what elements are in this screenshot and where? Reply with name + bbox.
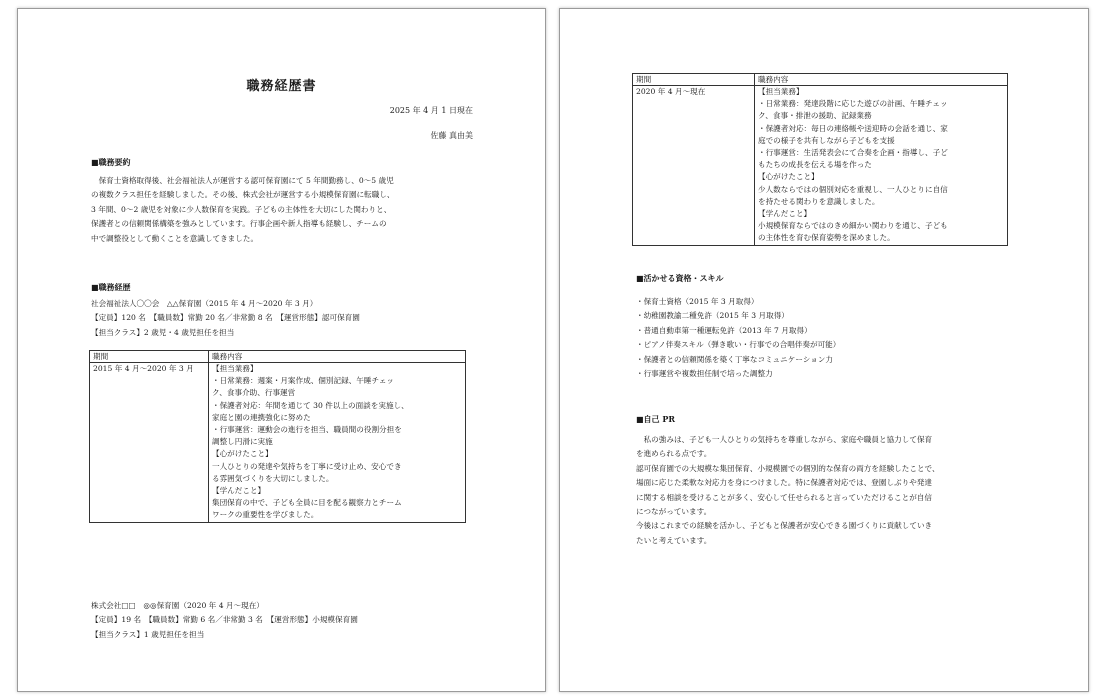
self-pr-line: につながっています。	[636, 507, 712, 517]
content-line: 家庭と園の連携強化に努めた	[212, 412, 311, 422]
content-line: 【学んだこと】	[212, 486, 266, 496]
summary-line: 3 年間、0〜2 歳児を対象に少人数保育を実践。子どもの主体性を大切にした関わりと、	[91, 204, 392, 214]
employer-2-line: 【定員】19 名 【職員数】常勤 6 名／非常勤 3 名 【運営形態】小規模保育園	[91, 615, 358, 625]
self-pr-line: を進められる点です。	[636, 449, 712, 459]
content-line: 少人数ならではの個別対応を重視し、一人ひとりに自信	[758, 184, 948, 194]
content-line: 一人ひとりの発達や気持ちを丁寧に受け止め、安心でき	[212, 461, 402, 471]
content-line: ・日常業務：週案・月案作成、個別記録、午睡チェッ	[212, 376, 395, 386]
content-line: 【担当業務】	[758, 87, 804, 96]
employer-2-info	[91, 599, 511, 642]
table-cell-content	[209, 363, 466, 523]
self-pr-line: に関する相談を受けることが多く、安心して任せられると言っていただけることが自信	[636, 492, 932, 502]
table-header-content: 職務内容	[209, 351, 466, 363]
self-pr-heading: ■自己 PR	[636, 414, 676, 424]
summary-paragraph	[91, 174, 511, 246]
table-header-period: 期間	[90, 351, 209, 363]
table-cell-period: 2015 年 4 月〜2020 年 3 月	[90, 363, 209, 523]
table-header-period: 期間	[633, 74, 755, 86]
employer-1-info	[91, 297, 511, 340]
content-line: ・保護者対応：毎日の連絡帳や送迎時の会話を通じ、家	[758, 123, 948, 133]
skills-list	[636, 295, 1056, 381]
table-header-row	[633, 74, 1008, 86]
table-header-content: 職務内容	[755, 74, 1008, 86]
self-pr-line: 場面に応じた柔軟な対応力を身につけました。特に保護者対応では、登園しぶりや発達	[636, 478, 932, 488]
author-name: 佐藤 真由美	[430, 131, 473, 140]
content-line: 小規模保育ならではのきめ細かい関わりを通じ、子ども	[758, 221, 948, 231]
employer-2-line: 【担当クラス】1 歳児担任を担当	[91, 629, 205, 639]
history-heading: ■職務経歴	[91, 282, 131, 292]
table-header-row	[90, 351, 466, 363]
content-line: ワークの重要性を学びました。	[212, 510, 319, 520]
content-line: 調整し円滑に実施	[212, 437, 273, 447]
table-cell-period: 2020 年 4 月〜現在	[633, 86, 755, 246]
content-line: ク、食事介助、行事運営	[212, 388, 296, 398]
table-cell-content	[755, 86, 1008, 246]
list-item: ・ピアノ伴奏スキル（弾き歌い・行事での合唱伴奏が可能）	[636, 340, 841, 350]
table-row	[90, 363, 466, 523]
employer-2-history-table	[632, 73, 1008, 246]
content-line: 【心がけたこと】	[212, 449, 273, 459]
list-item: ・保護者との信頼関係を築く丁寧なコミュニケーション力	[636, 354, 833, 364]
self-pr-line: 私の強みは、子ども一人ひとりの気持ちを尊重しながら、家庭や職員と協力して保育	[636, 435, 933, 444]
content-line: ・日常業務：発達段階に応じた遊びの計画、午睡チェッ	[758, 99, 948, 109]
self-pr-line: 今後はこれまでの経験を活かし、子どもと保護者が安心できる園づくりに貢献していき	[636, 521, 933, 531]
summary-line: 保育士資格取得後、社会福祉法人が運営する認可保育園にて 5 年間勤務し、0〜5 歳児	[91, 176, 394, 185]
employer-1-line: 【担当クラス】2 歳児・4 歳児担任を担当	[91, 327, 235, 337]
self-pr-line: たいと考えています。	[636, 535, 712, 545]
document-date: 2025 年 4 月 1 日現在	[389, 106, 473, 115]
content-line: ・行事運営：生活発表会にて合奏を企画・指導し、子ど	[758, 148, 948, 158]
list-item: ・幼稚園教諭二種免許（2015 年 3 月取得）	[636, 311, 789, 321]
document-page-1	[17, 8, 546, 692]
summary-line: 保護者との信頼関係構築を強みとしています。行事企画や新人指導も経験し、チームの	[91, 219, 387, 229]
self-pr-paragraph	[636, 433, 1066, 548]
employer-2-line: 株式会社□□ ◎◎保育園（2020 年 4 月〜現在）	[91, 601, 264, 610]
content-line: を持たせる関わりを意識しました。	[758, 196, 880, 206]
content-line: ・行事運営：運動会の進行を担当、職員間の役割分担を	[212, 425, 402, 435]
document-page-2	[559, 8, 1089, 692]
content-line: の主体性を育む保育姿勢を深めました。	[758, 233, 895, 243]
list-item: ・保育士資格（2015 年 3 月取得）	[636, 297, 759, 306]
content-line: 【心がけたこと】	[758, 172, 819, 182]
employer-1-line: 【定員】120 名 【職員数】常勤 20 名／非常勤 8 名 【運営形態】認可保育園	[91, 313, 360, 323]
summary-line: 中で調整役として動くことを意識してきました。	[91, 233, 259, 243]
employer-1-history-table	[89, 350, 466, 523]
content-line: 集団保育の中で、子ども全員に目を配る観察力とチーム	[212, 498, 402, 508]
content-line: る雰囲気づくりを大切にしました。	[212, 473, 334, 483]
content-line: 【担当業務】	[212, 364, 258, 373]
skills-heading: ■活かせる資格・スキル	[636, 273, 724, 283]
summary-line: の複数クラス担任を経験しました。その後、株式会社が運営する小規模保育園に転職し、	[91, 190, 395, 200]
content-line: 【学んだこと】	[758, 209, 812, 219]
list-item: ・普通自動車第一種運転免許（2013 年 7 月取得）	[636, 325, 812, 335]
list-item: ・行事運営や複数担任制で培った調整力	[636, 369, 773, 379]
document-title: 職務経歴書	[246, 79, 317, 94]
content-line: もたちの成長を伝える場を作った	[758, 160, 872, 170]
summary-heading: ■職務要約	[91, 157, 131, 167]
content-line: ・保護者対応：年間を通じて 30 件以上の面談を実施し、	[212, 400, 409, 410]
content-line: ク、食事・排泄の援助、記録業務	[758, 111, 872, 121]
table-row	[633, 86, 1008, 246]
employer-1-line: 社会福祉法人〇〇会 △△保育園（2015 年 4 月〜2020 年 3 月）	[91, 299, 318, 308]
self-pr-line: 認可保育園での大規模な集団保育、小規模園での個別的な保育の両方を経験したことで、	[636, 463, 940, 473]
content-line: 庭での様子を共有しながら子どもを支援	[758, 135, 895, 145]
